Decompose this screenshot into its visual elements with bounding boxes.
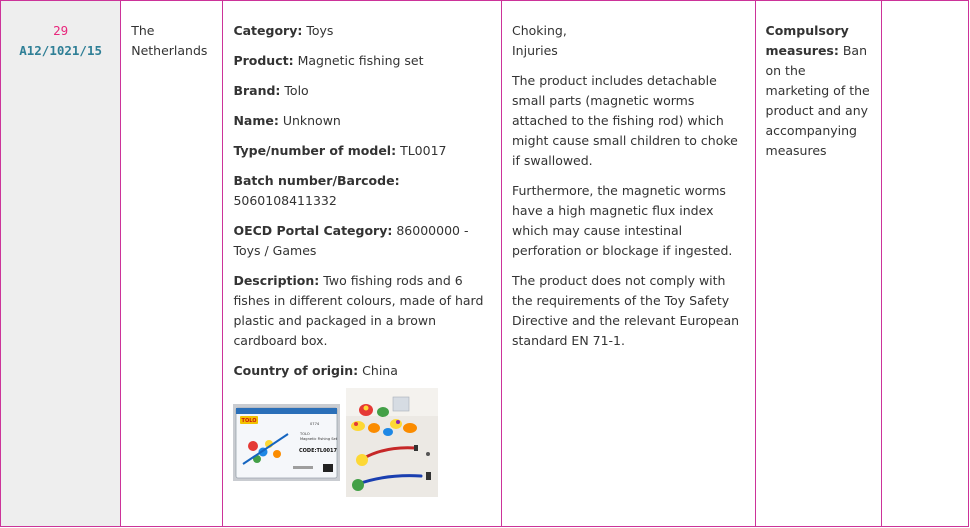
risk-type-line1: Choking, <box>512 23 567 38</box>
country-cell <box>121 1 223 527</box>
category-label: Category: <box>233 23 303 38</box>
risk-paragraph-3: The product does not comply with the requirements of the Toy Safety Directive and the relevant European standard EN 71-1. <box>512 273 740 348</box>
brand-field <box>233 81 491 101</box>
measures-cell <box>755 1 881 527</box>
box-title-line2: Magnetic Fishing Set <box>300 437 338 441</box>
entry-reference: A12/1021/15 <box>19 43 103 58</box>
brand-value: Tolo <box>284 83 309 98</box>
model-field <box>233 141 491 161</box>
product-cell <box>223 1 502 527</box>
box-title-line1: TOLO <box>300 432 311 436</box>
model-label: Type/number of model: <box>233 143 397 158</box>
risk-type <box>512 21 745 61</box>
origin-field <box>233 361 491 381</box>
model-value: TL0017 <box>400 143 447 158</box>
empty-cell <box>881 1 968 527</box>
risk-paragraph-2: Furthermore, the magnetic worms have a high magnetic flux index which may cause intestinal perforation or blockage if ingested. <box>512 183 733 258</box>
brand-label: Brand: <box>233 83 281 98</box>
batch-value: 5060108411332 <box>233 193 337 208</box>
batch-field <box>233 171 491 211</box>
notifying-country: The Netherlands <box>131 23 208 58</box>
risk-type-line2: Injuries <box>512 43 558 58</box>
category-value: Toys <box>306 23 334 38</box>
product-photos <box>233 388 491 497</box>
oecd-label: OECD Portal Category: <box>233 223 393 238</box>
packaging-photo[interactable] <box>233 404 340 481</box>
toy-set-photo[interactable] <box>346 388 438 497</box>
table-row <box>1 1 969 527</box>
product-value: Magnetic fishing set <box>297 53 424 68</box>
name-value: Unknown <box>282 113 341 128</box>
product-label: Product: <box>233 53 294 68</box>
name-label: Name: <box>233 113 279 128</box>
entry-number: 29 <box>53 23 69 38</box>
oecd-value: 86000000 - Toys / Games <box>233 223 469 258</box>
category-field <box>233 21 491 41</box>
box-code-text: CODE:TL0017 <box>299 448 338 454</box>
box-brand-text: TOLO <box>241 418 257 425</box>
description-field <box>233 271 491 351</box>
box-item-number: 0774 <box>310 422 320 426</box>
risk-paragraph-1: The product includes detachable small parts (magnetic worms attached to the fishing rod) which might cause small children to choke if swallowed. <box>512 73 738 168</box>
batch-label: Batch number/Barcode: <box>233 173 400 188</box>
origin-value: China <box>362 363 398 378</box>
oecd-field <box>233 221 491 261</box>
description-label: Description: <box>233 273 320 288</box>
measures-value: Ban on the marketing of the product and any accompanying measures <box>765 43 870 158</box>
origin-label: Country of origin: <box>233 363 359 378</box>
name-field <box>233 111 491 131</box>
entry-number-cell <box>1 1 121 527</box>
description-value: Two fishing rods and 6 fishes in different colours, made of hard plastic and packaged in a brown cardboard box. <box>233 273 484 348</box>
product-field <box>233 51 491 71</box>
risk-cell <box>502 1 756 527</box>
measures-label: Compulsory measures: <box>765 23 849 58</box>
